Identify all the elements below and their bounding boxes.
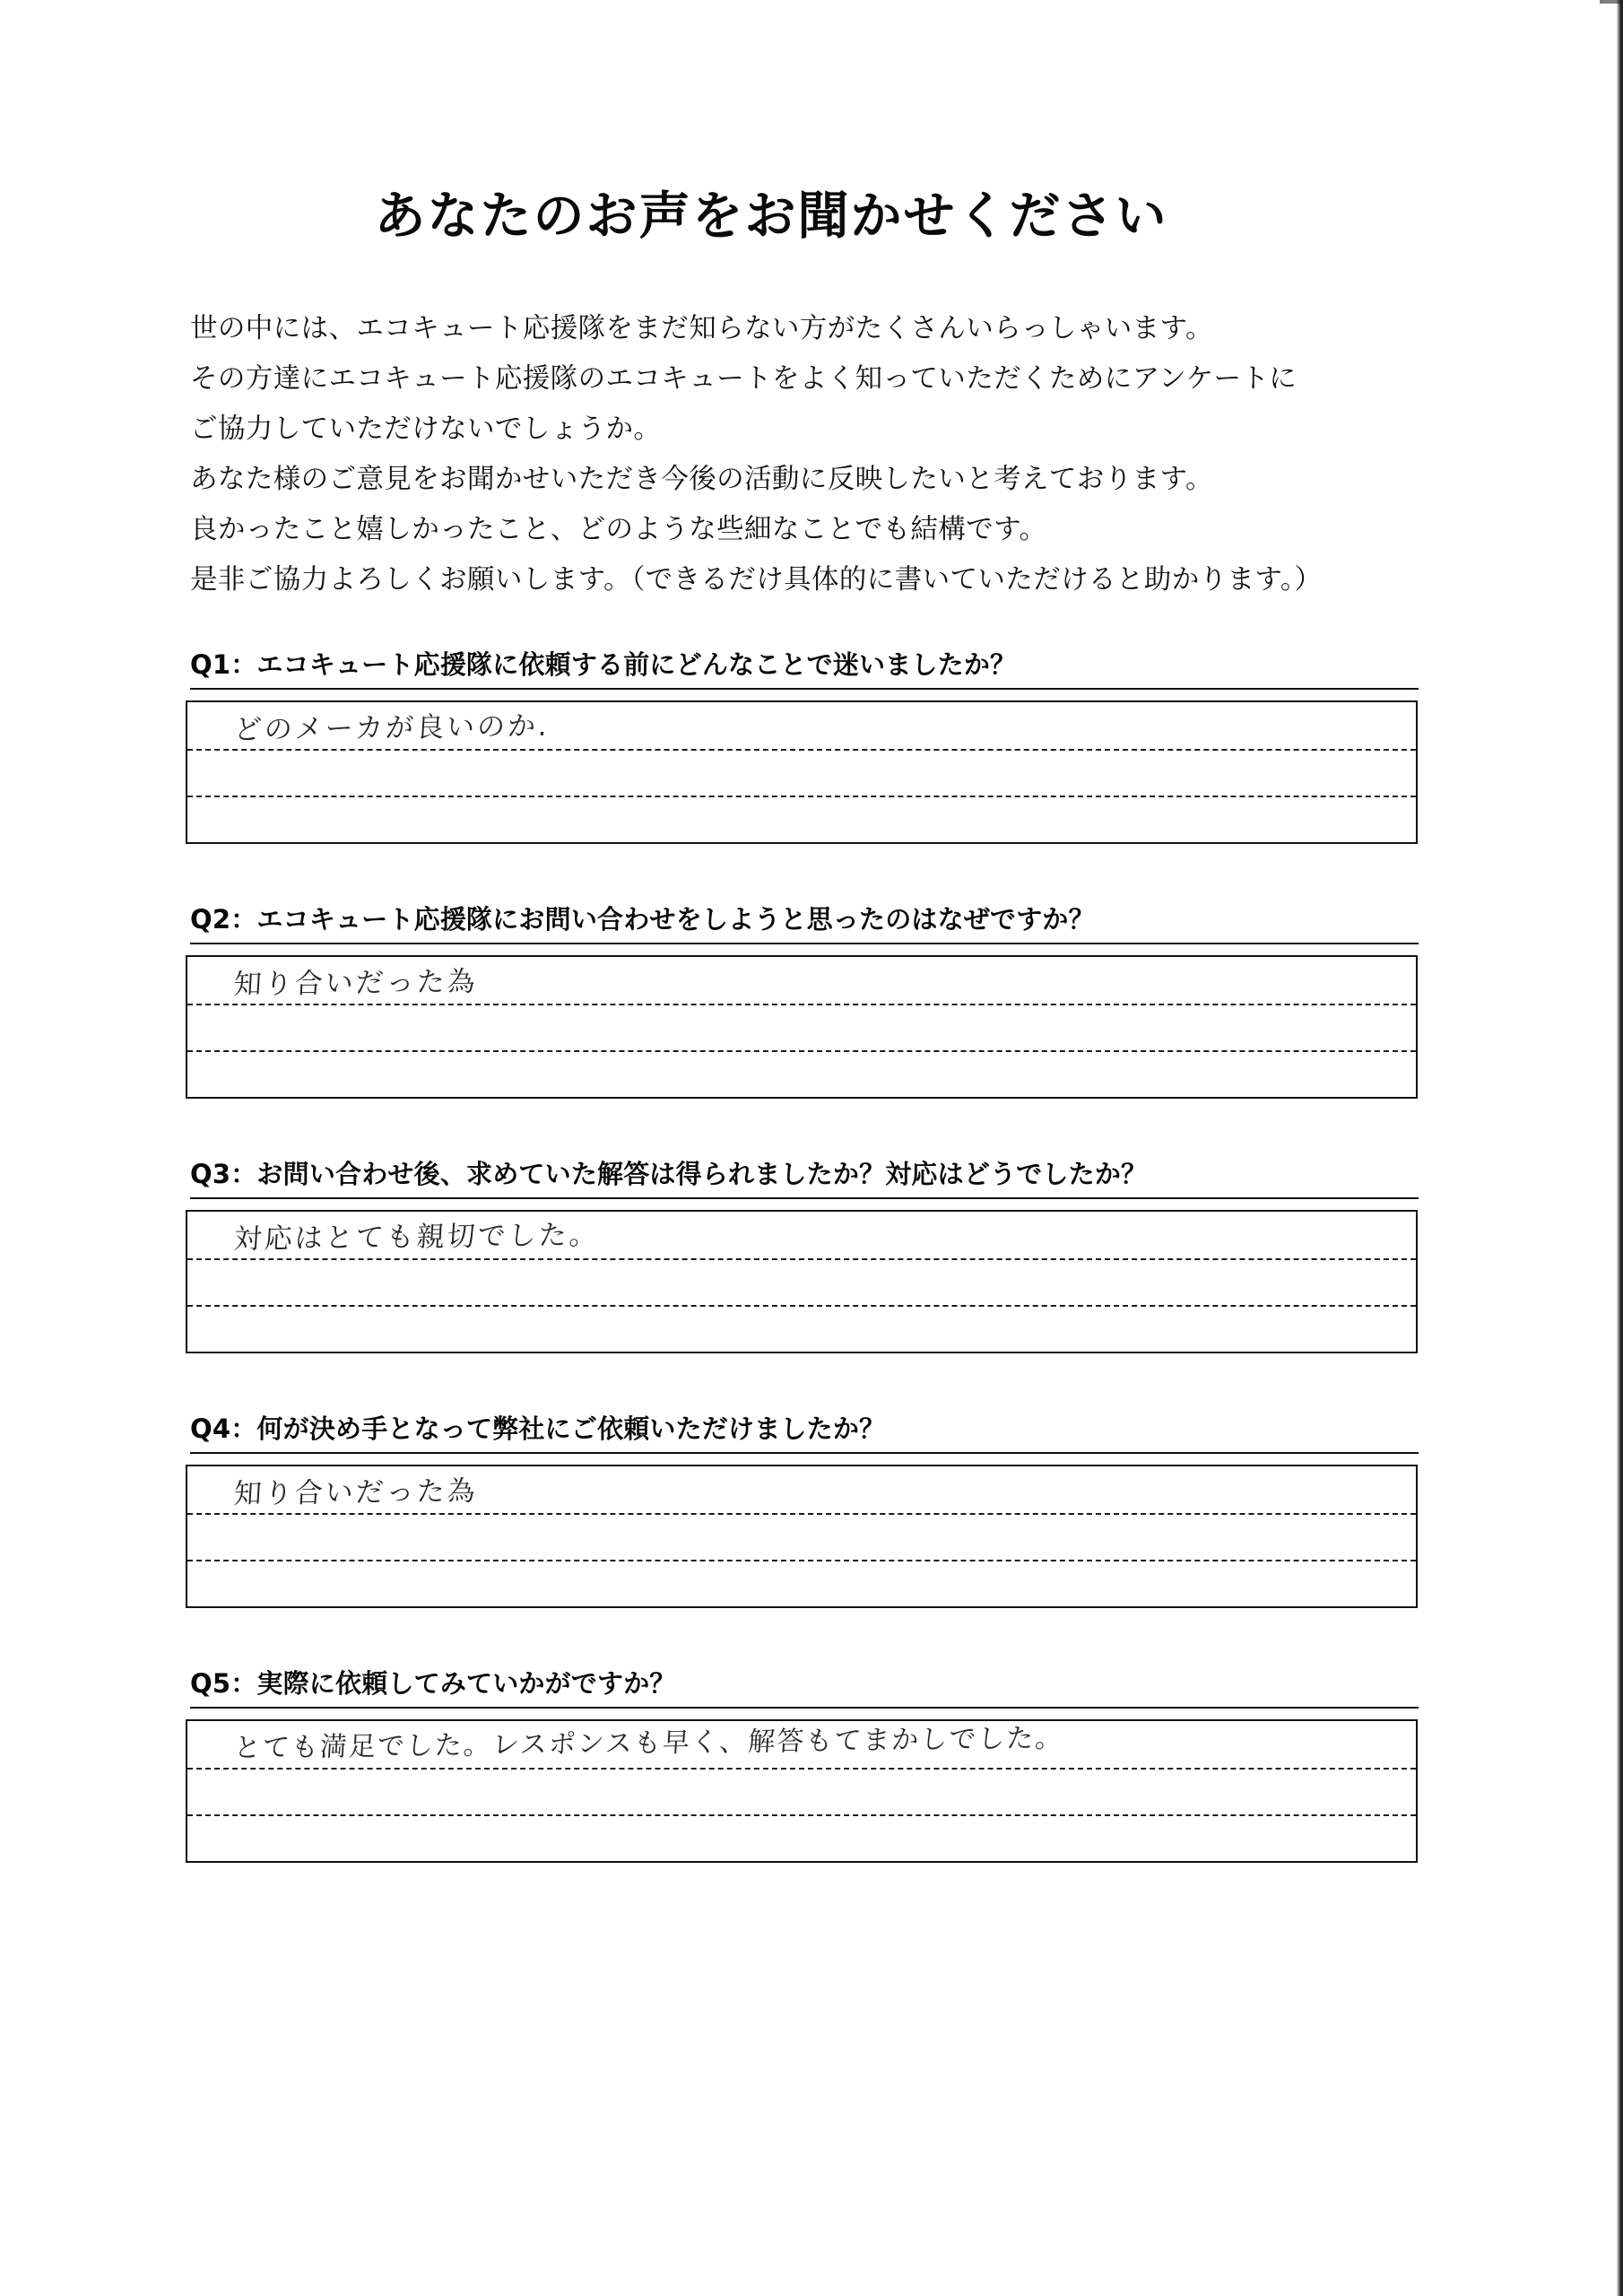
question-label-q3: Q3：お問い合わせ後、求めていた解答は得られましたか？対応はどうでしたか？ — [190, 1159, 1148, 1189]
question-block-q3 — [0, 1154, 1623, 1409]
rule-line — [187, 1814, 1416, 1816]
rule-line — [187, 749, 1416, 751]
intro-line: その方達にエコキュート応援隊のエコキュートをよく知っていただくためにアンケートに — [190, 363, 1298, 395]
question-heading-q2 — [190, 900, 1419, 944]
handwritten-answer-q4: 知り合いだった為 — [232, 1474, 479, 1510]
rule-line — [187, 1050, 1416, 1052]
intro-line: 世の中には、エコキュート応援隊をまだ知らない方がたくさんいらっしゃいます。 — [190, 313, 1213, 344]
question-block-q5 — [0, 1664, 1623, 1918]
answer-box-q3[interactable] — [186, 1210, 1418, 1353]
question-block-q4 — [0, 1409, 1623, 1664]
scan-edge-artifact-top — [1600, 0, 1623, 4]
rule-line — [187, 796, 1416, 797]
question-heading-q5 — [190, 1664, 1419, 1709]
intro-line: 良かったこと嬉しかったこと、どのような些細なことでも結構です。 — [190, 514, 1047, 545]
question-label-q2: Q2：エコキュート応援隊にお問い合わせをしようと思ったのはなぜですか？ — [190, 904, 1095, 935]
answer-box-q1[interactable] — [186, 700, 1418, 844]
intro-paragraph — [0, 248, 1445, 605]
question-label-q5: Q5：実際に依頼してみていかがですか？ — [190, 1668, 676, 1699]
rule-line — [187, 1560, 1416, 1561]
handwritten-answer-q2: 知り合いだった為 — [232, 965, 479, 1001]
question-label-q1: Q1：エコキュート応援隊に依頼する前にどんなことで迷いましたか？ — [190, 649, 1017, 680]
rule-line — [187, 1004, 1416, 1005]
question-label-q4: Q4：何が決め手となって弊社にご依頼いただけましたか？ — [190, 1413, 886, 1444]
rule-line — [187, 1768, 1416, 1770]
question-block-q2 — [0, 900, 1623, 1154]
intro-line: あなた様のご意見をお聞かせいただき今後の活動に反映したいと考えております。 — [190, 464, 1213, 495]
question-heading-q1 — [190, 645, 1419, 690]
rule-line — [187, 1258, 1416, 1260]
page-title: あなたのお声をお聞かせください — [374, 187, 1168, 246]
questions-list — [0, 605, 1623, 1918]
scan-edge-artifact — [1617, 0, 1623, 2296]
rule-line — [187, 1305, 1416, 1307]
handwritten-answer-q1: どのメーカが良いのか. — [232, 709, 551, 746]
question-block-q1 — [0, 645, 1623, 900]
answer-box-q4[interactable] — [186, 1465, 1418, 1608]
intro-line: 是非ご協力よろしくお願いします。（できるだけ具体的に書いていただけると助かります。） — [190, 564, 1323, 596]
handwritten-answer-q5: とても満足でした。レスポンスも早く、解答もてまかしでした。 — [232, 1722, 1065, 1765]
answer-box-q2[interactable] — [186, 955, 1418, 1099]
question-heading-q3 — [190, 1154, 1419, 1199]
answer-box-q5[interactable] — [186, 1719, 1418, 1863]
handwritten-answer-q3: 対応はとても親切でした。 — [232, 1218, 601, 1256]
question-heading-q4 — [190, 1409, 1419, 1454]
rule-line — [187, 1513, 1416, 1515]
intro-line: ご協力していただけないでしょうか。 — [190, 413, 662, 445]
